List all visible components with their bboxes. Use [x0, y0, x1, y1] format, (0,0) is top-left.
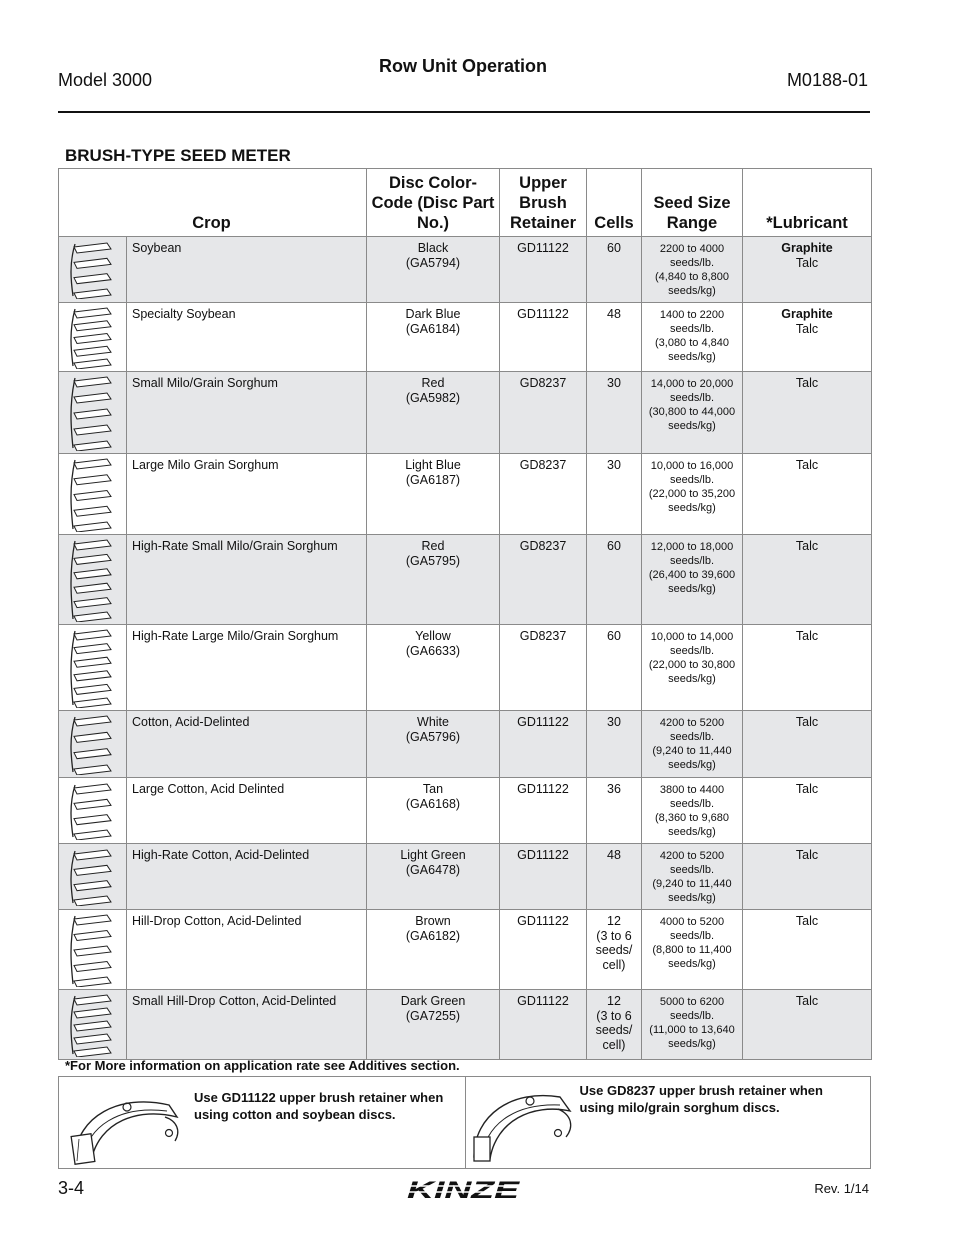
upper-brush-retainer: GD11122 — [500, 844, 587, 910]
upper-brush-retainer: GD8237 — [500, 535, 587, 625]
seed-size-kg: (8,360 to 9,680 — [654, 812, 729, 824]
disc-part-number: (GA6187) — [405, 472, 461, 487]
seed-size-kg: (9,240 to 11,440 — [652, 878, 732, 890]
upper-brush-retainer: GD8237 — [500, 372, 587, 454]
seed-size-range — [642, 303, 743, 372]
lubricant-primary: Graphite — [781, 241, 833, 255]
cells-count: 60 — [607, 241, 621, 255]
seed-size-lb-unit: seeds/lb. — [669, 474, 715, 486]
seed-size-lb: 12,000 to 18,000 — [650, 541, 734, 553]
table-row — [59, 910, 872, 990]
seed-size-kg: (30,800 to 44,000 — [648, 406, 736, 418]
header-crop: Crop — [59, 169, 367, 237]
lubricant — [743, 990, 872, 1060]
lubricant — [743, 625, 872, 711]
seed-size-range — [642, 990, 743, 1060]
seed-size-lb: 1400 to 2200 — [659, 309, 725, 321]
seed-size-kg: (9,240 to 11,440 — [652, 745, 732, 757]
seed-size-kg-unit: seeds/kg) — [668, 958, 716, 970]
kinze-logo-icon — [404, 1178, 522, 1202]
soybean-disc-icon — [65, 241, 121, 299]
seed-size-lb: 4200 to 5200 — [659, 850, 725, 862]
disc-code — [367, 711, 500, 778]
disc-color: Light Green — [400, 848, 466, 862]
seed-size-lb: 4000 to 5200 — [659, 916, 725, 928]
seed-size-range — [642, 910, 743, 990]
disc-code — [367, 303, 500, 372]
high-rate-large-milo-disc-icon — [65, 628, 121, 708]
seed-size-kg-unit: seeds/kg) — [668, 351, 716, 363]
lubricant — [743, 454, 872, 535]
cells — [587, 990, 642, 1060]
disc-color: Light Blue — [405, 458, 461, 472]
disc-code — [367, 535, 500, 625]
crop-name: Hill-Drop Cotton, Acid-Delinted — [127, 910, 367, 990]
retainer-note-left — [59, 1077, 465, 1168]
lubricant — [743, 535, 872, 625]
lubricant-secondary: Talc — [795, 848, 819, 862]
seed-size-kg: (11,000 to 13,640 — [649, 1024, 735, 1036]
upper-brush-retainer: GD11122 — [500, 237, 587, 303]
table-row — [59, 535, 872, 625]
disc-color: Red — [421, 376, 445, 390]
header-divider — [58, 111, 870, 113]
high-rate-cotton-disc-icon — [59, 844, 127, 910]
lubricant-secondary: Talc — [795, 914, 819, 928]
disc-code — [367, 778, 500, 844]
seed-meter-table — [58, 168, 872, 1060]
seed-size-lb: 3800 to 4400 — [659, 784, 725, 796]
table-row — [59, 372, 872, 454]
seed-size-kg-unit: seeds/kg) — [668, 673, 716, 685]
small-hill-drop-cotton-disc-icon — [65, 993, 121, 1057]
disc-code — [367, 910, 500, 990]
cells-count: 30 — [607, 715, 621, 729]
document-number: M0188-01 — [786, 70, 868, 90]
seed-size-kg-unit: seeds/kg) — [668, 502, 716, 514]
table-row — [59, 237, 872, 303]
disc-part-number: (GA5796) — [405, 729, 461, 744]
cells-note: (3 to 6 seeds/ cell) — [595, 1008, 633, 1052]
header-cells: Cells — [587, 169, 642, 237]
crop-name: Cotton, Acid-Delinted — [127, 711, 367, 778]
seed-size-range — [642, 237, 743, 303]
crop-name: Small Milo/Grain Sorghum — [127, 372, 367, 454]
seed-size-lb-unit: seeds/lb. — [669, 1010, 715, 1022]
crop-name: High-Rate Cotton, Acid-Delinted — [127, 844, 367, 910]
specialty-soybean-disc-icon — [59, 303, 127, 372]
lubricant-primary: Graphite — [781, 307, 833, 321]
hill-drop-cotton-disc-icon — [65, 913, 121, 987]
hill-drop-cotton-disc-icon — [59, 910, 127, 990]
seed-size-lb-unit: seeds/lb. — [669, 864, 715, 876]
high-rate-cotton-disc-icon — [65, 848, 121, 906]
table-row — [59, 454, 872, 535]
seed-size-lb: 4200 to 5200 — [659, 717, 725, 729]
crop-name: Small Hill-Drop Cotton, Acid-Delinted — [127, 990, 367, 1060]
disc-code — [367, 237, 500, 303]
disc-color: Black — [417, 241, 449, 255]
disc-part-number: (GA7255) — [405, 1008, 461, 1023]
seed-size-range — [642, 844, 743, 910]
table-row — [59, 711, 872, 778]
crop-name: High-Rate Large Milo/Grain Sorghum — [127, 625, 367, 711]
lubricant-secondary: Talc — [795, 376, 819, 390]
seed-size-lb-unit: seeds/lb. — [669, 645, 715, 657]
lubricant-secondary: Talc — [795, 629, 819, 643]
lubricant — [743, 844, 872, 910]
disc-color: Dark Green — [400, 994, 466, 1008]
large-cotton-disc-icon — [59, 778, 127, 844]
seed-size-kg: (3,080 to 4,840 — [654, 337, 729, 349]
seed-size-kg-unit: seeds/kg) — [668, 892, 716, 904]
seed-size-lb-unit: seeds/lb. — [669, 392, 715, 404]
cells — [587, 372, 642, 454]
lubricant — [743, 778, 872, 844]
crop-name: Large Milo Grain Sorghum — [127, 454, 367, 535]
lubricant-secondary: Talc — [795, 458, 819, 472]
cells — [587, 535, 642, 625]
cells-count: 60 — [607, 629, 621, 643]
crop-name: Large Cotton, Acid Delinted — [127, 778, 367, 844]
high-rate-small-milo-disc-icon — [65, 538, 121, 622]
seed-size-range — [642, 454, 743, 535]
disc-code — [367, 372, 500, 454]
small-hill-drop-cotton-disc-icon — [59, 990, 127, 1060]
lubricant-secondary: Talc — [795, 994, 819, 1008]
cotton-disc-icon — [59, 711, 127, 778]
cells-count: 12 — [607, 914, 621, 928]
seed-size-kg: (4,840 to 8,800 — [654, 271, 729, 283]
seed-size-kg-unit: seeds/kg) — [668, 1038, 716, 1050]
seed-size-lb-unit: seeds/lb. — [669, 731, 715, 743]
cells — [587, 711, 642, 778]
seed-size-lb-unit: seeds/lb. — [669, 555, 715, 567]
seed-size-range — [642, 711, 743, 778]
disc-color: Red — [421, 539, 445, 553]
cells-note: (3 to 6 seeds/ cell) — [595, 928, 633, 972]
cells-count: 12 — [607, 994, 621, 1008]
seed-size-range — [642, 778, 743, 844]
cells — [587, 844, 642, 910]
seed-size-range — [642, 535, 743, 625]
disc-part-number: (GA6633) — [405, 643, 461, 658]
lubricant-secondary: Talc — [795, 539, 819, 553]
high-rate-large-milo-disc-icon — [59, 625, 127, 711]
retainer-note-left-text: Use GD11122 upper brush retainer when using cotton and soybean discs. — [194, 1090, 444, 1122]
lubricant — [743, 303, 872, 372]
seed-size-kg-unit: seeds/kg) — [668, 420, 716, 432]
disc-code — [367, 454, 500, 535]
disc-part-number: (GA6184) — [405, 321, 461, 336]
seed-size-range — [642, 372, 743, 454]
seed-size-lb: 2200 to 4000 — [659, 243, 725, 255]
seed-size-kg: (22,000 to 30,800 — [648, 659, 736, 671]
cotton-disc-icon — [65, 714, 121, 775]
lubricant — [743, 237, 872, 303]
cells — [587, 625, 642, 711]
cells — [587, 778, 642, 844]
cells — [587, 303, 642, 372]
cells-count: 30 — [607, 376, 621, 390]
disc-part-number: (GA5794) — [405, 255, 461, 270]
header-disc: Disc Color-Code (Disc Part No.) — [367, 169, 500, 237]
table-row — [59, 778, 872, 844]
seed-size-lb: 14,000 to 20,000 — [650, 378, 734, 390]
cells-count: 48 — [607, 848, 621, 862]
cells-count: 60 — [607, 539, 621, 553]
disc-part-number: (GA5982) — [405, 390, 461, 405]
high-rate-small-milo-disc-icon — [59, 535, 127, 625]
seed-size-range — [642, 625, 743, 711]
header-seed-size: Seed Size Range — [642, 169, 743, 237]
retainer-note-right-text: Use GD8237 upper brush retainer when using milo/grain sorghum discs. — [579, 1083, 823, 1115]
retainer-notes — [58, 1076, 871, 1169]
disc-color: Brown — [415, 914, 451, 928]
disc-color: White — [417, 715, 449, 729]
lubricant-secondary: Talc — [795, 321, 819, 336]
crop-name: Specialty Soybean — [127, 303, 367, 372]
disc-code — [367, 990, 500, 1060]
header-lubricant: *Lubricant — [743, 169, 872, 237]
page-header-title: Row Unit Operation — [379, 56, 547, 76]
upper-brush-retainer: GD11122 — [500, 303, 587, 372]
large-milo-disc-icon — [59, 454, 127, 535]
gd11122-retainer-icon — [69, 1087, 184, 1165]
footnote: *For More information on application rate see Additives section. — [65, 1058, 460, 1073]
upper-brush-retainer: GD11122 — [500, 990, 587, 1060]
disc-code — [367, 844, 500, 910]
cells — [587, 910, 642, 990]
header-retainer: Upper Brush Retainer — [500, 169, 587, 237]
upper-brush-retainer: GD8237 — [500, 454, 587, 535]
large-milo-disc-icon — [65, 457, 121, 532]
seed-size-kg-unit: seeds/kg) — [668, 759, 716, 771]
svg-text:KINZE: KINZE — [407, 1178, 521, 1202]
disc-part-number: (GA6168) — [405, 796, 461, 811]
seed-size-lb-unit: seeds/lb. — [669, 798, 715, 810]
seed-size-lb-unit: seeds/lb. — [669, 323, 715, 335]
seed-size-lb: 10,000 to 14,000 — [650, 631, 734, 643]
seed-size-kg-unit: seeds/kg) — [668, 826, 716, 838]
page-number: 3-4 — [58, 1178, 85, 1198]
seed-size-kg: (26,400 to 39,600 — [648, 569, 736, 581]
table-row — [59, 990, 872, 1060]
lubricant-secondary: Talc — [795, 255, 819, 270]
seed-size-lb: 10,000 to 16,000 — [650, 460, 734, 472]
disc-color: Dark Blue — [405, 307, 461, 321]
cells — [587, 237, 642, 303]
cells-count: 36 — [607, 782, 621, 796]
cells-count: 48 — [607, 307, 621, 321]
disc-part-number: (GA5795) — [405, 553, 461, 568]
section-title: BRUSH-TYPE SEED METER — [65, 146, 291, 165]
lubricant-secondary: Talc — [795, 782, 819, 796]
small-milo-disc-icon — [59, 372, 127, 454]
model-label: Model 3000 — [58, 70, 153, 90]
crop-name: Soybean — [127, 237, 367, 303]
soybean-disc-icon — [59, 237, 127, 303]
disc-part-number: (GA6478) — [405, 862, 461, 877]
seed-size-kg-unit: seeds/kg) — [668, 285, 716, 297]
disc-code — [367, 625, 500, 711]
retainer-note-right — [465, 1077, 871, 1168]
cells — [587, 454, 642, 535]
specialty-soybean-disc-icon — [65, 306, 121, 369]
cells-count: 30 — [607, 458, 621, 472]
small-milo-disc-icon — [65, 375, 121, 451]
upper-brush-retainer: GD8237 — [500, 625, 587, 711]
large-cotton-disc-icon — [65, 782, 121, 840]
table-row — [59, 625, 872, 711]
table-row — [59, 844, 872, 910]
lubricant — [743, 910, 872, 990]
disc-color: Yellow — [415, 629, 451, 643]
lubricant — [743, 372, 872, 454]
gd8237-retainer-icon — [468, 1085, 578, 1165]
lubricant-secondary: Talc — [795, 715, 819, 729]
upper-brush-retainer: GD11122 — [500, 711, 587, 778]
lubricant — [743, 711, 872, 778]
table-row — [59, 303, 872, 372]
seed-size-kg: (22,000 to 35,200 — [648, 488, 736, 500]
kinze-logo — [404, 1178, 522, 1207]
crop-name: High-Rate Small Milo/Grain Sorghum — [127, 535, 367, 625]
disc-color: Tan — [422, 782, 444, 796]
seed-size-kg-unit: seeds/kg) — [668, 583, 716, 595]
revision: Rev. 1/14 — [814, 1181, 869, 1196]
seed-size-lb-unit: seeds/lb. — [669, 930, 715, 942]
table-header-row — [59, 169, 872, 237]
seed-size-lb-unit: seeds/lb. — [669, 257, 715, 269]
upper-brush-retainer: GD11122 — [500, 778, 587, 844]
upper-brush-retainer: GD11122 — [500, 910, 587, 990]
disc-part-number: (GA6182) — [405, 928, 461, 943]
seed-size-kg: (8,800 to 11,400 — [652, 944, 732, 956]
seed-size-lb: 5000 to 6200 — [659, 996, 725, 1008]
